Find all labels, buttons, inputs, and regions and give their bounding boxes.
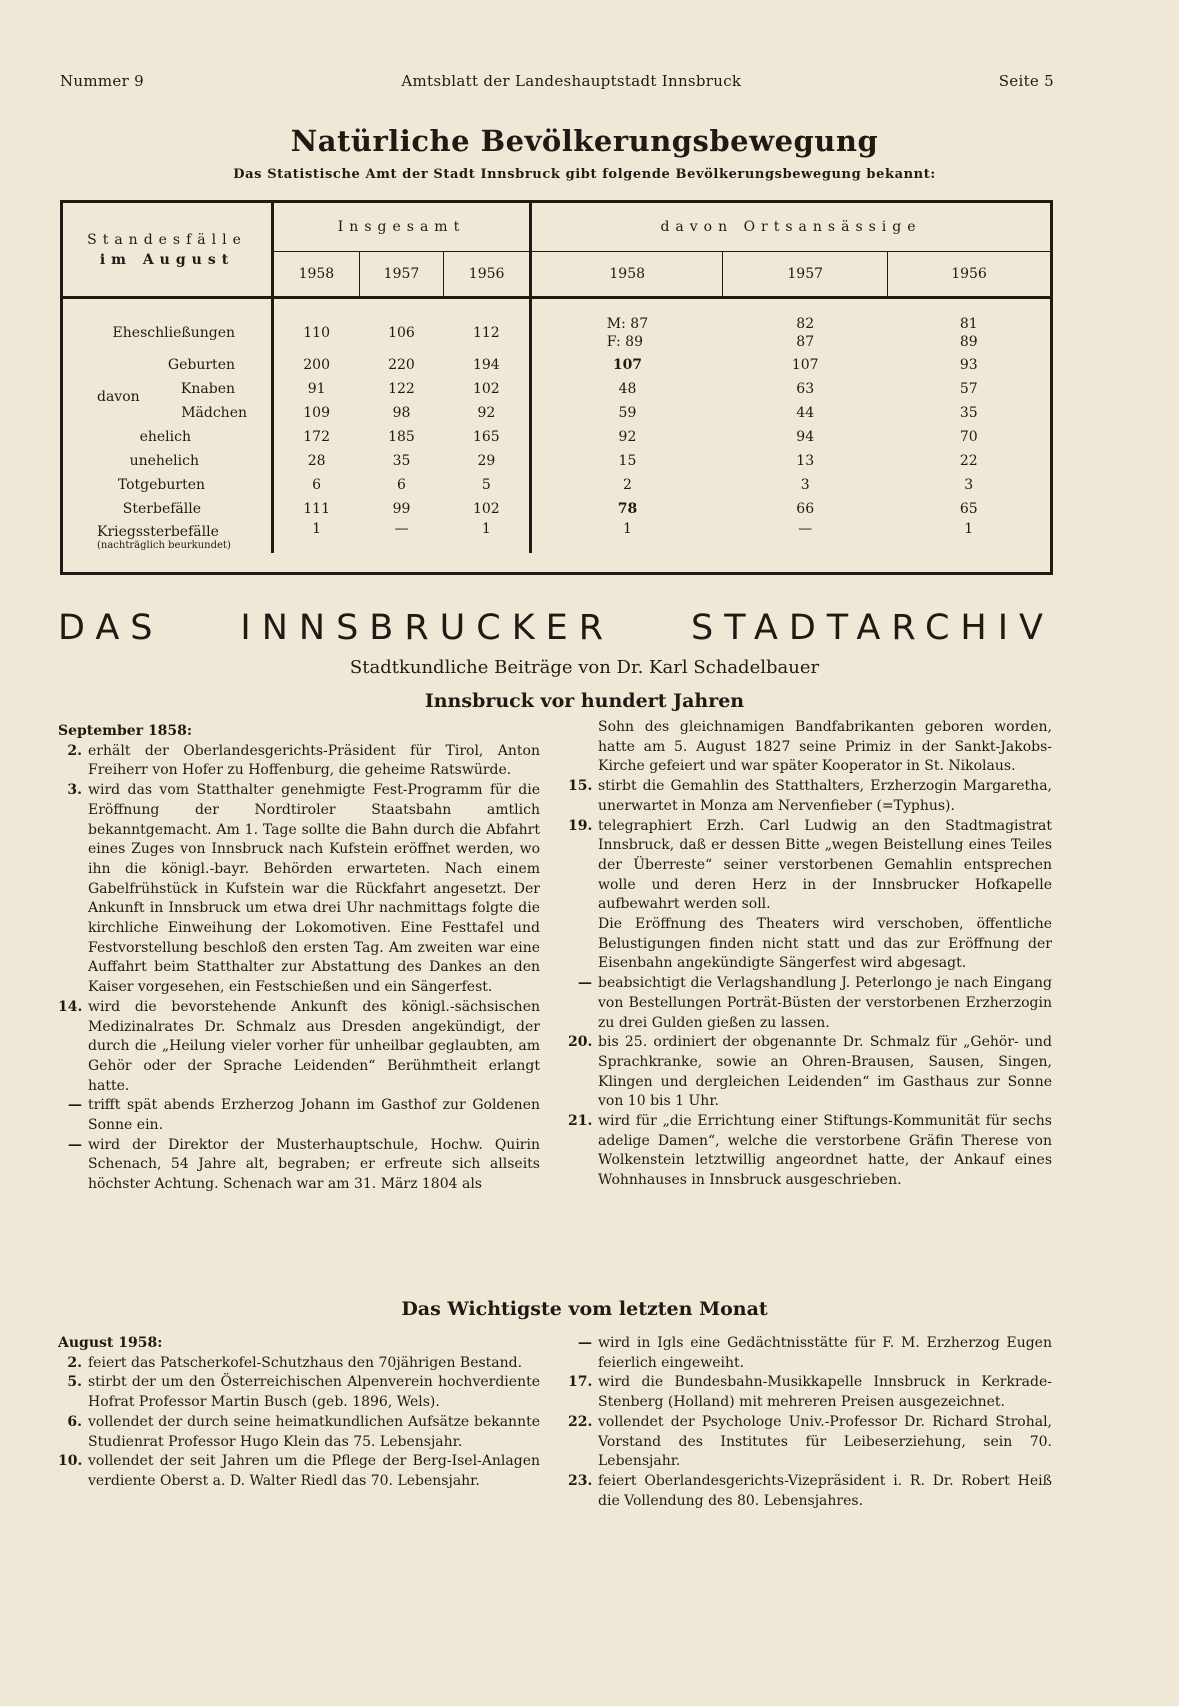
- table-cell: 92: [531, 425, 723, 449]
- list-item: [568, 974, 1052, 1033]
- male-count: M: 87: [606, 316, 649, 332]
- table-row: [63, 353, 1050, 377]
- entry-text: vollendet der durch seine heimatkundlichen Aufsätze bekannte Studienrat Professor Hugo Klein das 75. Lebensjahr.: [88, 1413, 540, 1450]
- row-label-text: Knaben: [180, 381, 235, 397]
- population-title: Natürliche Bevölkerungsbewegung: [290, 124, 879, 158]
- row-label-text: Kriegssterbefälle: [97, 523, 219, 540]
- entry-text: wird das vom Statthalter genehmigte Fest-Programm für die Eröffnung der Nordtiroler Staatsbahn amtlich bekanntgemacht. Am 1. Tage sollte die Bahn durch die Abfahrt eines Zuges von Innsbruck nach Kufstein eröffnet werden, wo ihn die königl.-bayr. Behörden erwarteten. Nach einem Gabelfrühstück in Kufstein war die Rückfahrt angesetzt. Der Ankunft in Innsbruck um etwa drei Uhr nachmittags folgte die kirchliche Einweihung der Lokomotiven. Eine Festtafel und Festvorstellung beschloß den ersten Tag. Am zweiten war eine Auffahrt beim Statthalter zur Abstattung des Dankes an den Kaiser vorgesehen, ein Festschießen und ein Sängerfest.: [88, 782, 540, 996]
- row-label-note: (nachträglich beurkundet): [97, 539, 231, 551]
- population-subtitle: Das Statistische Amt der Stadt Innsbruck gibt folgende Bevölkerungsbewegung bekannt:: [233, 167, 936, 182]
- corner-line-1: Standesfälle: [87, 231, 247, 248]
- year-header: 1956: [444, 252, 531, 298]
- year-header: 1957: [359, 252, 443, 298]
- entry-text: stirbt die Gemahlin des Statthalters, Erzherzogin Margaretha, unerwartet in Monza am Nervenfieber (=Typhus).: [598, 778, 1052, 814]
- list-item: [58, 1373, 540, 1412]
- row-label: unehelich: [129, 453, 199, 469]
- row-label: [63, 521, 273, 553]
- population-table: [60, 200, 1053, 575]
- archive-right-column: [568, 718, 1052, 1191]
- table-cell: 111: [273, 497, 360, 521]
- year-header: 1958: [531, 252, 723, 298]
- table-cell: 122: [388, 381, 415, 397]
- archive-title-word: INNSBRUCKER: [240, 608, 615, 648]
- cell-value: 89: [959, 334, 978, 350]
- entry-text: feiert Oberlandesgerichts-Vizepräsident i. R. Dr. Robert Heiß die Vollendung des 80. Lebensjahres.: [598, 1472, 1052, 1509]
- list-item: [568, 1334, 1052, 1373]
- list-item: [58, 781, 540, 998]
- entry-text: trifft spät abends Erzherzog Johann im Gasthof zur Goldenen Sonne ein.: [88, 1097, 540, 1134]
- table-cell: 102: [472, 381, 500, 397]
- entry-text: telegraphiert Erzh. Carl Ludwig an den Stadtmagistrat Innsbruck, daß er dessen Bitte „wegen Beistellung eines Teiles der Überreste“ seiner verstorbenen Gemahlin entsprechen wolle und deren Herz in der Innsbrucker Hofkapelle aufbewahrt werden soll.: [598, 817, 1052, 913]
- table-cell: 107: [791, 357, 819, 373]
- table-cell: 165: [472, 429, 500, 445]
- list-item: [58, 742, 540, 781]
- news-title: Das Wichtigste vom letzten Monat: [401, 1298, 768, 1320]
- entry-number: 22.: [568, 1413, 593, 1430]
- table-cell: 44: [796, 405, 815, 421]
- table-cell: 110: [273, 313, 360, 353]
- group-header-local: davon Ortsansässige: [531, 203, 1051, 252]
- female-count: F: 89: [606, 334, 643, 350]
- table-cell: 66: [796, 501, 815, 517]
- entry-number: —: [68, 1097, 82, 1114]
- table-cell: 109: [273, 401, 360, 425]
- continued-text: Sohn des gleichnamigen Bandfabrikanten geboren worden, hatte am 5. August 1827 seine Primiz in der Sankt-Jakobs-Kirche gefeiert und war später Kooperator in St. Nikolaus.: [598, 719, 1052, 775]
- list-item: [58, 1452, 540, 1491]
- list-item: [568, 777, 1052, 816]
- table-cell: 220: [388, 357, 415, 373]
- table-cell: 94: [796, 429, 815, 445]
- entry-number: 10.: [58, 1453, 83, 1470]
- news-right-column: [568, 1334, 1052, 1511]
- table-row: [63, 377, 1050, 401]
- entry-number: 23.: [568, 1472, 593, 1489]
- entry-number: 3.: [67, 782, 82, 799]
- table-cell: 106: [388, 325, 415, 341]
- cell-value: 81: [959, 316, 978, 332]
- list-item: [58, 1413, 540, 1452]
- table-row: [63, 401, 1050, 425]
- list-item: [568, 1472, 1052, 1511]
- table-cell: 200: [273, 353, 360, 377]
- entry-number: 17.: [568, 1374, 593, 1391]
- archive-title-word: STADTARCHIV: [691, 608, 1054, 648]
- archive-left-column: [58, 722, 540, 1195]
- table-row: [63, 521, 1050, 553]
- table-cell: 194: [472, 357, 500, 373]
- group-header-total: Insgesamt: [273, 203, 531, 252]
- table-cell: 48: [531, 377, 723, 401]
- table-cell: 1: [964, 521, 974, 537]
- list-item: [58, 1096, 540, 1135]
- entry-text: beabsichtigt die Verlagshandlung J. Peterlongo je nach Eingang von Bestellungen Porträt-Büsten der verstorbenen Erzherzogin zu drei Gulden gießen zu lassen.: [598, 975, 1052, 1031]
- table-cell: 3: [800, 477, 810, 493]
- year-header: 1956: [888, 252, 1050, 298]
- archive-subheading: Innsbruck vor hundert Jahren: [424, 690, 745, 712]
- table-cell: 6: [273, 473, 360, 497]
- table-cell: 57: [959, 381, 978, 397]
- table-cell: 35: [392, 453, 411, 469]
- table-cell: 91: [273, 377, 360, 401]
- year-header: 1957: [723, 252, 888, 298]
- table-cell: 1: [273, 521, 360, 553]
- entry-number: 6.: [67, 1413, 82, 1430]
- table-cell: 3: [964, 477, 974, 493]
- list-item: [58, 1354, 540, 1374]
- table-cell: 29: [477, 453, 496, 469]
- row-label-prefix: davon: [97, 389, 140, 405]
- table-cell: 63: [796, 381, 815, 397]
- table-row: [63, 497, 1050, 521]
- entry-text: wird in Igls eine Gedächtnisstätte für F. M. Erzherzog Eugen feierlich eingeweiht.: [598, 1335, 1052, 1371]
- archive-title: [58, 608, 1054, 648]
- table-row: [63, 313, 1050, 353]
- row-label: Totgeburten: [117, 477, 205, 493]
- table-cell: 112: [472, 325, 500, 341]
- list-item: [568, 1373, 1052, 1412]
- month-heading: August 1958:: [58, 1335, 163, 1351]
- entry-text: wird der Direktor der Musterhauptschule, Hochw. Quirin Schenach, 54 Jahre alt, begraben; er erfreute sich allseits höchster Achtung. Schenach war am 31. März 1804 als: [88, 1136, 540, 1193]
- table-cell: 98: [392, 405, 411, 421]
- entry-number: 20.: [568, 1034, 593, 1051]
- entry-number: 2.: [67, 742, 82, 759]
- table-corner-header: [63, 203, 273, 298]
- list-item: [568, 817, 1052, 916]
- cell-value: 87: [796, 334, 815, 350]
- table-cell: 99: [392, 501, 411, 517]
- table-cell: 78: [531, 497, 723, 521]
- entry-text: bis 25. ordiniert der obgenannte Dr. Schmalz für „Gehör- und Sprachkranke, sowie an Ohren-Brausen, Sausen, Singen, Klingen und dergleichen Leidenden“ im Gasthaus zur Sonne von 10 bis 1 Uhr.: [598, 1034, 1052, 1110]
- entry-number: 15.: [568, 778, 593, 795]
- table-cell: 59: [531, 401, 723, 425]
- archive-title-word: DAS: [58, 608, 164, 648]
- row-label: Mädchen: [181, 405, 247, 421]
- table-cell: [531, 313, 723, 353]
- table-cell: 70: [959, 429, 978, 445]
- archive-byline: Stadtkundliche Beiträge von Dr. Karl Schadelbauer: [349, 657, 820, 678]
- table-cell: 1: [481, 521, 491, 537]
- corner-line-2: im August: [99, 251, 235, 268]
- entry-text: wird für „die Errichtung einer Stiftungs-Kommunität für sechs adelige Damen“, welche die verstorbene Gräfin Therese von Wolkenstein letztwillig angeordnet hatte, der Ankauf eines Wohnhauses in Innsbruck ausgeschrieben.: [598, 1113, 1052, 1189]
- entry-number: 5.: [67, 1374, 82, 1391]
- entry-text: erhält der Oberlandesgerichts-Präsident für Tirol, Anton Freiherr von Hofer zu Hoffenburg, die geheime Ratswürde.: [88, 742, 540, 779]
- entry-number: —: [578, 975, 592, 992]
- cell-value: 82: [796, 316, 815, 332]
- list-item: [58, 998, 540, 1097]
- list-item: [568, 1413, 1052, 1472]
- table-cell: 35: [959, 405, 978, 421]
- table-row: [63, 449, 1050, 473]
- news-left-column: [58, 1334, 540, 1492]
- entry-text: vollendet der seit Jahren um die Pflege der Berg-Isel-Anlagen verdiente Oberst a. D. Walter Riedl das 70. Lebensjahr.: [88, 1453, 540, 1489]
- entry-number: 21.: [568, 1113, 593, 1130]
- table-row: [63, 425, 1050, 449]
- entry-number: 19.: [568, 817, 593, 834]
- table-cell: 6: [397, 477, 406, 493]
- entry-number: —: [68, 1136, 82, 1153]
- issue-number: Nummer 9: [60, 72, 144, 90]
- table-cell: 185: [388, 429, 415, 445]
- table-cell: 2: [531, 473, 723, 497]
- table-cell: 102: [472, 501, 500, 517]
- entry-text: vollendet der Psychologe Univ.-Professor Dr. Richard Strohal, Vorstand des Institutes für Leibeserziehung, sein 70. Lebensjahr.: [598, 1413, 1052, 1470]
- list-item: [58, 1136, 540, 1195]
- row-label: ehelich: [139, 429, 191, 445]
- table-cell: 92: [477, 405, 496, 421]
- continued-text: Die Eröffnung des Theaters wird verschoben, öffentliche Belustigungen finden nicht statt und das zur Eröffnung der Eisenbahn angekündigte Sängerfest wird abgesagt.: [598, 916, 1052, 972]
- entry-text: stirbt der um den Österreichischen Alpenverein hochverdiente Hofrat Professor Martin Busch (geb. 1896, Wels).: [88, 1374, 540, 1411]
- table-cell: [888, 313, 1050, 353]
- entry-number: —: [578, 1335, 592, 1351]
- table-cell: —: [394, 521, 409, 537]
- publication-title: Amtsblatt der Landeshauptstadt Innsbruck: [401, 72, 742, 90]
- table-cell: 5: [481, 477, 491, 493]
- table-cell: 28: [273, 449, 360, 473]
- table-cell: —: [798, 521, 813, 537]
- list-item: [568, 1112, 1052, 1191]
- table-cell: 22: [959, 453, 978, 469]
- row-label: Sterbefälle: [122, 501, 201, 517]
- table-cell: 172: [273, 425, 360, 449]
- entry-text: wird die bevorstehende Ankunft des königl.-sächsischen Medizinalrates Dr. Schmalz aus Dresden angekündigt, der durch die „Heilung vieler vorher für unheilbar geglaubten, am Gehör oder der Sprache Leidenden“ Berühmtheit erlangt hatte.: [88, 998, 540, 1094]
- month-heading: September 1858:: [58, 723, 193, 739]
- list-item: [568, 1033, 1052, 1112]
- entry-number: 2.: [67, 1354, 82, 1371]
- entry-number: 14.: [58, 998, 83, 1015]
- entry-text: feiert das Patscherkofel-Schutzhaus den 70jährigen Bestand.: [88, 1354, 523, 1371]
- table-cell: 93: [959, 357, 978, 373]
- table-cell: 15: [531, 449, 723, 473]
- running-head: [60, 72, 1054, 90]
- table-cell: 1: [531, 521, 723, 553]
- entry-text: wird die Bundesbahn-Musikkapelle Innsbruck in Kerkrade-Stenberg (Holland) mit mehreren Preisen ausgezeichnet.: [598, 1374, 1052, 1411]
- row-label: Eheschließungen: [112, 325, 235, 341]
- table-cell: 65: [959, 501, 978, 517]
- table-row: [63, 473, 1050, 497]
- row-label: [63, 377, 273, 405]
- table-cell: [723, 313, 888, 353]
- table-cell: 107: [531, 353, 723, 377]
- year-header: 1958: [273, 252, 360, 298]
- page-number: Seite 5: [998, 72, 1054, 90]
- table-cell: 13: [796, 453, 815, 469]
- row-label: Geburten: [167, 357, 235, 373]
